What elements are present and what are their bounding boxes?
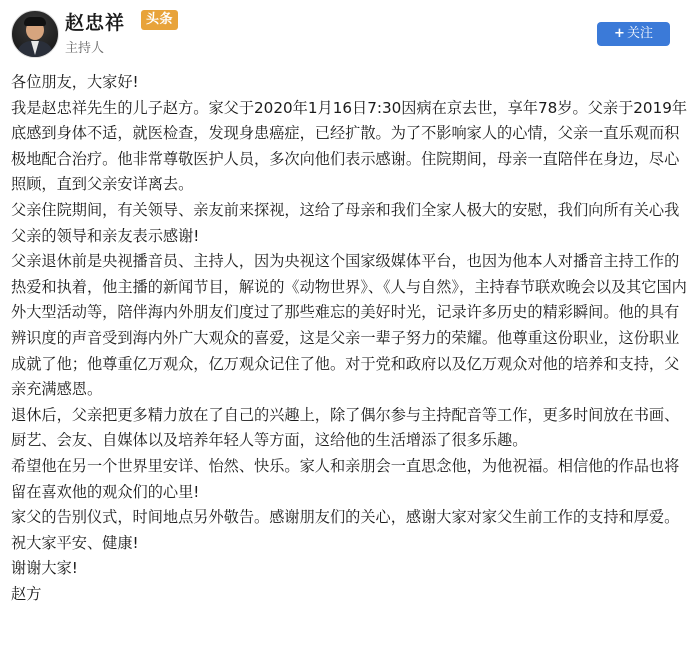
follow-button-label: 关注 (626, 26, 653, 41)
article-paragraph: 希望他在另一个世界里安详、怡然、快乐。家人和亲朋会一直思念他，为他祝福。相信他的作品也将留在喜欢他的观众们的心里! (11, 456, 680, 501)
article-paragraph: 退休后，父亲把更多精力放在了自己的兴趣上，除了偶尔参与主持配音等工作，更多时间放在书画、厨艺、会友、自媒体以及培养年轻人等方面，这给他的生活增添了很多乐趣。 (11, 405, 680, 450)
article-paragraph: 父亲住院期间，有关领导、亲友前来探视，这给了母亲和我们全家人极大的安慰，我们向所有关心我父亲的领导和亲友表示感谢! (11, 200, 680, 245)
article-paragraph: 家父的告别仪式，时间地点另外敬告。感谢朋友们的关心，感谢大家对家父生前工作的支持和厚爱。祝大家平安、健康! (11, 508, 680, 552)
avatar-hair (24, 17, 46, 26)
plus-icon: + (614, 26, 625, 41)
closing-paragraph: 谢谢大家! (11, 559, 78, 578)
follow-button[interactable] (597, 22, 670, 46)
post-header (0, 0, 697, 66)
signature: 赵方 (11, 584, 42, 603)
article-body (11, 70, 691, 607)
author-avatar[interactable] (11, 10, 59, 58)
article-paragraph: 父亲退休前是央视播音员、主持人，因为央视这个国家级媒体平台，也因为他本人对播音主持工作的热爱和执着，他主播的新闻节目，解说的《动物世界》、《人与自然》，主持春节联欢晚会以及其它国内外大型活动等，陪伴海内外朋友们度过了那些难忘的美好时光，记录许多历史的精彩瞬间。他的具有辨识度的声音受到海内外广大观众的喜爱，这是父亲一辈子努力的荣耀。他尊重这份职业，这份职业成就了他；他尊重亿万观众，亿万观众记住了他。对于党和政府以及亿万观众对他的培养和支持，父亲充满感恩。 (11, 252, 687, 399)
article-paragraph: 我是赵忠祥先生的儿子赵方。家父于2020年1月16日7:30因病在京去世，享年78岁。父亲于2019年底感到身体不适，就医检查，发现身患癌症，已经扩散。为了不影响家人的心情，父亲一直乐观而积极地配合治疗。他非常尊敬医护人员，多次向他们表示感谢。住院期间，母亲一直陪伴在身边，尽心照顾，直到父亲安详离去。 (11, 98, 688, 194)
author-role: 主持人 (65, 41, 105, 56)
headline-badge: 头条 (141, 10, 178, 30)
greeting-paragraph: 各位朋友，大家好! (11, 73, 139, 91)
author-name[interactable]: 赵忠祥 (65, 12, 126, 34)
